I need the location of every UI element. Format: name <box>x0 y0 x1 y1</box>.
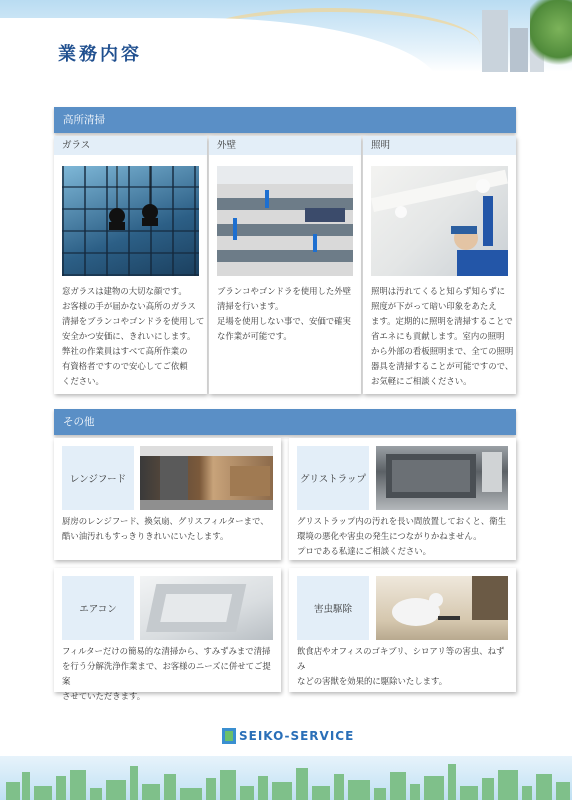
text-line: ブランコやゴンドラを使用した外壁 <box>217 286 351 296</box>
text-line: 酷い油汚れもすっきりきれいにいたします。 <box>62 531 229 541</box>
label-range-hood: レンジフード <box>62 446 134 510</box>
grease-trap-details <box>376 446 508 510</box>
text-line: 照度が下がって暗い印象をあたえ <box>371 301 497 311</box>
text-line: を行う分解洗浄作業まで、お客様のニーズに併せてご提案 <box>62 661 271 686</box>
text-line: お客様の手が届かない高所のガラス <box>62 301 196 311</box>
company-logo <box>222 727 354 745</box>
text-line: 照明は汚れてくると知らず知らずに <box>371 286 505 296</box>
skyline-footer <box>0 756 572 800</box>
pest-control-worker <box>376 576 508 640</box>
photo-glass-cleaning <box>62 166 199 276</box>
logo-building-icon <box>222 728 236 744</box>
text-line: などの害獣を効果的に駆除いたします。 <box>297 676 448 686</box>
text-line: 省エネにも貢献します。室内の照明 <box>371 331 505 341</box>
building-decoration <box>482 10 508 72</box>
text-line: な作業が可能です。 <box>217 331 292 341</box>
label-aircon: エアコン <box>62 576 134 640</box>
window-cleaner-figures <box>62 166 199 276</box>
text-line: 弊社の作業員はすべて高所作業の <box>62 346 188 356</box>
photo-range-hood <box>140 446 273 510</box>
column-label-wall: 外壁 <box>209 136 361 155</box>
building-decoration <box>510 28 528 72</box>
text-line: 器具を清掃することが可能ですので、 <box>371 361 514 371</box>
text-line: 清掃を行います。 <box>217 301 284 311</box>
text-line: 清掃をブランコやゴンドラを使用して <box>62 316 205 326</box>
text-line: お気軽にご相談ください。 <box>371 376 472 386</box>
photo-wall-cleaning <box>217 166 353 276</box>
worker-figure <box>371 166 508 276</box>
section-bar-other: その他 <box>54 409 516 435</box>
text-line: 厨房のレンジフード、換気扇、グリスフィルターまで、 <box>62 516 269 526</box>
text-grease-trap <box>297 514 512 559</box>
text-light <box>371 284 515 389</box>
page-title: 業務内容 <box>58 44 142 65</box>
aircon-details <box>140 576 273 640</box>
text-line: 有資格者ですので安心してご依頼 <box>62 361 188 371</box>
text-pest <box>297 644 512 689</box>
photo-aircon <box>140 576 273 640</box>
facade-details <box>217 166 353 276</box>
text-line: 足場を使用しない事で、安価で確実 <box>217 316 351 326</box>
photo-light-cleaning <box>371 166 508 276</box>
text-line: させていただきます。 <box>62 691 146 701</box>
text-line: 安全かつ安価に、きれいにします。 <box>62 331 196 341</box>
logo-text: SEIKO-SERVICE <box>239 729 355 743</box>
tree-decoration <box>530 0 572 72</box>
text-line: ください。 <box>62 376 104 386</box>
column-label-glass: ガラス <box>54 136 207 155</box>
section-bar-high: 高所清掃 <box>54 107 516 133</box>
column-label-light: 照明 <box>363 136 516 155</box>
text-range-hood <box>62 514 277 544</box>
text-line: ます。定期的に照明を清掃することで <box>371 316 513 326</box>
label-grease-trap: グリストラップ <box>297 446 369 510</box>
text-wall <box>217 284 359 344</box>
photo-grease-trap <box>376 446 508 510</box>
text-glass <box>62 284 206 389</box>
text-line: 窓ガラスは建物の大切な顔です。 <box>62 286 187 296</box>
text-aircon <box>62 644 277 704</box>
text-line: グリストラップ内の汚れを長い間放置しておくと、衛生 <box>297 516 507 526</box>
text-line: プロである私達にご相談ください。 <box>297 546 431 556</box>
kitchen-details <box>140 446 273 510</box>
photo-pest <box>376 576 508 640</box>
text-line: から外部の看板照明まで、全ての照明 <box>371 346 514 356</box>
label-pest: 害虫駆除 <box>297 576 369 640</box>
text-line: フィルターだけの簡易的な清掃から、すみずみまで清掃 <box>62 646 271 656</box>
text-line: 環境の悪化や害虫の発生につながりかねません。 <box>297 531 482 541</box>
text-line: 飲食店やオフィスのゴキブリ、シロアリ等の害虫、ねずみ <box>297 646 505 671</box>
